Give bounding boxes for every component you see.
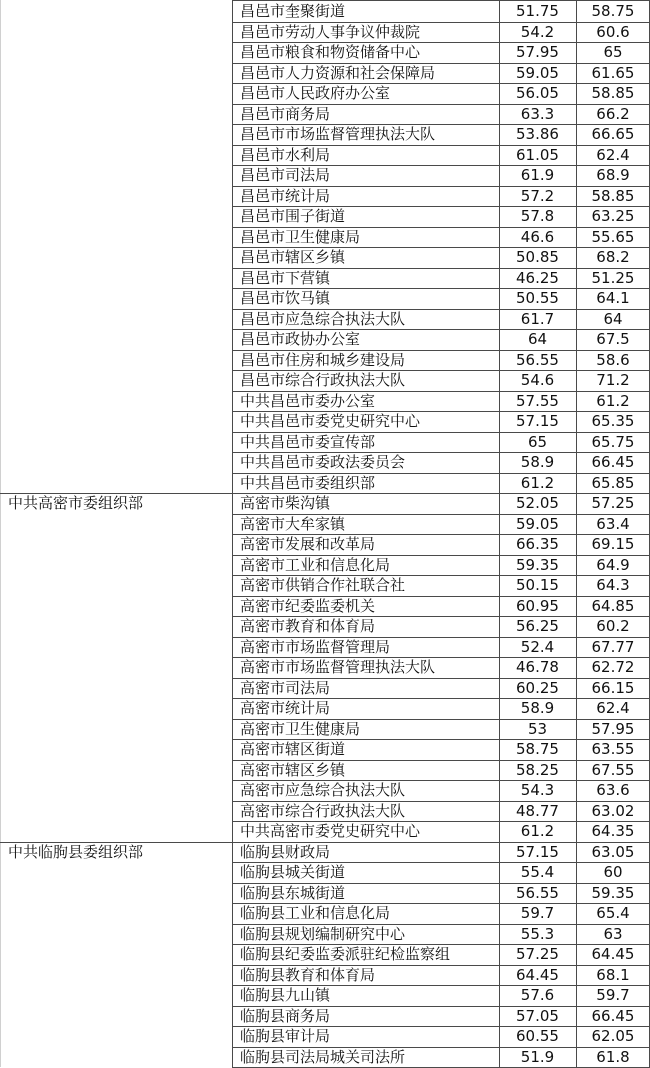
org-cell <box>0 1006 232 1027</box>
score2-cell: 66.2 <box>596 104 630 123</box>
table-row[interactable] <box>0 678 650 699</box>
table-row[interactable] <box>0 842 650 863</box>
unit-name-cell: 临朐县东城街道 <box>240 883 346 902</box>
unit-name-cell: 高密市供销合作社联合社 <box>240 576 406 594</box>
score1-cell: 57.25 <box>516 945 559 963</box>
unit-name-cell: 临朐县规划编制研究中心 <box>240 924 406 943</box>
table-row[interactable] <box>0 924 650 945</box>
org-cell <box>0 575 232 596</box>
table-row[interactable] <box>0 903 650 924</box>
score1-cell: 50.55 <box>516 289 559 307</box>
score2-cell: 64 <box>603 309 623 328</box>
org-cell <box>0 165 232 186</box>
unit-name-cell: 昌邑市统计局 <box>240 186 331 205</box>
score1-cell: 48.77 <box>516 801 559 820</box>
org-cell <box>0 924 232 945</box>
score1-cell: 54.6 <box>520 371 555 389</box>
unit-name-cell: 昌邑市市场监督管理执法大队 <box>240 125 436 143</box>
unit-name-cell: 中共昌邑市委党史研究中心 <box>240 412 421 430</box>
score2-cell: 58.6 <box>596 350 630 369</box>
score1-cell: 46.78 <box>516 658 559 676</box>
unit-name-cell: 临朐县九山镇 <box>240 986 331 1004</box>
org-cell <box>0 514 232 535</box>
table-row[interactable] <box>0 350 650 371</box>
score2-cell: 55.65 <box>591 227 635 246</box>
score1-cell: 61.9 <box>520 166 555 184</box>
table-row[interactable] <box>0 493 650 514</box>
score2-cell: 64.3 <box>596 576 630 594</box>
score2-cell: 62.4 <box>596 699 630 717</box>
unit-name-cell: 中共昌邑市委宣传部 <box>240 432 376 451</box>
table-row[interactable] <box>0 247 650 268</box>
table-row[interactable] <box>0 309 650 330</box>
score2-cell: 63.55 <box>591 740 635 758</box>
org-cell <box>0 780 232 801</box>
table-row[interactable] <box>0 760 650 781</box>
unit-name-cell: 昌邑市综合行政执法大队 <box>240 371 406 389</box>
org-cell <box>0 206 232 227</box>
score2-cell: 64.45 <box>591 945 635 963</box>
table-row[interactable] <box>0 534 650 555</box>
org-cell <box>0 391 232 412</box>
score2-cell: 61.2 <box>596 391 630 410</box>
score1-cell: 52.05 <box>516 494 559 512</box>
unit-name-cell: 高密市司法局 <box>240 678 331 697</box>
score1-cell: 57.15 <box>516 412 559 430</box>
score1-cell: 60.25 <box>516 678 559 697</box>
score2-cell: 60 <box>603 863 623 881</box>
score2-cell: 61.8 <box>596 1047 630 1066</box>
org-cell <box>0 944 232 965</box>
table-row[interactable] <box>0 698 650 719</box>
score2-cell: 60.2 <box>596 617 630 635</box>
score1-cell: 59.05 <box>516 514 559 533</box>
org-cell <box>0 739 232 760</box>
score1-cell: 66.35 <box>516 535 559 553</box>
org-cell: 中共临朐县委组织部 <box>8 842 144 861</box>
table-row[interactable] <box>0 596 650 617</box>
score1-cell: 64 <box>527 330 548 348</box>
unit-name-cell: 昌邑市围子街道 <box>240 207 346 225</box>
unit-name-cell: 昌邑市商务局 <box>240 104 331 123</box>
score2-cell: 51.25 <box>591 268 635 287</box>
org-cell <box>0 473 232 494</box>
org-cell <box>0 862 232 883</box>
score2-cell: 59.35 <box>591 883 635 902</box>
table-row[interactable] <box>0 145 650 166</box>
org-cell <box>0 124 232 145</box>
org-cell <box>0 903 232 924</box>
table-row[interactable] <box>0 206 650 227</box>
unit-name-cell: 昌邑市粮食和物资储备中心 <box>240 43 421 61</box>
score1-cell: 57.15 <box>516 842 559 861</box>
unit-name-cell: 高密市综合行政执法大队 <box>240 801 406 820</box>
org-cell <box>0 309 232 330</box>
unit-name-cell: 中共昌邑市委政法委员会 <box>240 453 406 471</box>
table-row[interactable] <box>0 985 650 1006</box>
org-cell <box>0 616 232 637</box>
score1-cell: 54.2 <box>520 22 555 41</box>
table-row[interactable] <box>0 1047 650 1068</box>
table-row[interactable] <box>0 268 650 289</box>
unit-name-cell: 高密市市场监督管理执法大队 <box>240 658 436 676</box>
score2-cell: 68.9 <box>596 166 630 184</box>
score1-cell: 46.6 <box>520 227 555 246</box>
table-row[interactable] <box>0 391 650 412</box>
score2-cell: 63 <box>603 924 623 943</box>
unit-name-cell: 昌邑市饮马镇 <box>240 289 331 307</box>
score2-cell: 63.02 <box>591 801 635 820</box>
unit-name-cell: 临朐县商务局 <box>240 1006 331 1025</box>
score1-cell: 63.3 <box>520 104 555 123</box>
unit-name-cell: 昌邑市司法局 <box>240 166 331 184</box>
score2-cell: 65.35 <box>591 412 635 430</box>
unit-name-cell: 中共高密市委党史研究中心 <box>240 822 421 840</box>
score2-cell: 63.4 <box>596 514 630 533</box>
unit-name-cell: 临朐县审计局 <box>240 1027 331 1045</box>
unit-name-cell: 高密市工业和信息化局 <box>240 555 391 574</box>
org-cell <box>0 719 232 740</box>
score1-cell: 57.2 <box>520 186 555 205</box>
org-cell <box>0 657 232 678</box>
org-cell <box>0 452 232 473</box>
unit-name-cell: 昌邑市人力资源和社会保障局 <box>240 63 436 82</box>
org-cell <box>0 1 232 22</box>
org-cell <box>0 801 232 822</box>
score2-cell: 57.25 <box>591 494 635 512</box>
org-cell <box>0 42 232 63</box>
score2-cell: 64.35 <box>591 822 635 840</box>
score1-cell: 58.25 <box>516 760 559 779</box>
score1-cell: 50.15 <box>516 576 559 594</box>
unit-name-cell: 高密市教育和体育局 <box>240 617 376 635</box>
unit-name-cell: 昌邑市住房和城乡建设局 <box>240 350 406 369</box>
table-row[interactable] <box>0 165 650 186</box>
score2-cell: 63.25 <box>591 207 635 225</box>
org-cell <box>0 83 232 104</box>
score2-cell: 66.45 <box>591 453 635 471</box>
org-cell <box>0 22 232 43</box>
table-row[interactable] <box>0 801 650 822</box>
table-row[interactable] <box>0 883 650 904</box>
score2-cell: 65 <box>603 43 623 61</box>
table-row[interactable] <box>0 473 650 494</box>
unit-name-cell: 昌邑市政协办公室 <box>240 330 361 348</box>
table-row[interactable] <box>0 288 650 309</box>
score2-cell: 58.75 <box>591 2 635 20</box>
table-row[interactable] <box>0 411 650 432</box>
score1-cell: 61.2 <box>520 473 555 492</box>
org-cell <box>0 227 232 248</box>
score1-cell: 58.9 <box>520 453 555 471</box>
table-row[interactable] <box>0 22 650 43</box>
unit-name-cell: 昌邑市人民政府办公室 <box>240 84 391 102</box>
score2-cell: 63.6 <box>596 781 630 799</box>
table-row[interactable] <box>0 739 650 760</box>
unit-name-cell: 高密市柴沟镇 <box>240 494 331 512</box>
score1-cell: 60.55 <box>516 1027 559 1045</box>
table-row[interactable] <box>0 719 650 740</box>
score1-cell: 61.7 <box>520 309 555 328</box>
score1-cell: 56.05 <box>516 84 559 102</box>
score1-cell: 57.8 <box>520 207 555 225</box>
table-row[interactable] <box>0 186 650 207</box>
score2-cell: 62.72 <box>591 658 635 676</box>
table-row[interactable] <box>0 821 650 842</box>
unit-name-cell: 昌邑市卫生健康局 <box>240 227 361 246</box>
score2-cell: 64.1 <box>596 289 630 307</box>
org-cell <box>0 821 232 842</box>
score2-cell: 67.55 <box>591 760 635 779</box>
score1-cell: 64.45 <box>516 965 559 984</box>
org-cell <box>0 186 232 207</box>
unit-name-cell: 高密市市场监督管理局 <box>240 637 391 656</box>
unit-name-cell: 临朐县工业和信息化局 <box>240 904 391 922</box>
table-row[interactable] <box>0 63 650 84</box>
table-row[interactable] <box>0 1 650 22</box>
score1-cell: 54.3 <box>520 781 555 799</box>
table-row[interactable] <box>0 965 650 986</box>
score1-cell: 56.25 <box>516 617 559 635</box>
score1-cell: 58.9 <box>520 699 555 717</box>
score2-cell: 62.4 <box>596 145 630 164</box>
unit-name-cell: 高密市纪委监委机关 <box>240 596 376 615</box>
score2-cell: 64.85 <box>591 596 635 615</box>
score2-cell: 66.15 <box>591 678 635 697</box>
org-cell <box>0 247 232 268</box>
unit-name-cell: 高密市发展和改革局 <box>240 535 376 553</box>
org-cell <box>0 985 232 1006</box>
org-cell <box>0 411 232 432</box>
score1-cell: 57.05 <box>516 1006 559 1025</box>
table-row[interactable] <box>0 657 650 678</box>
unit-name-cell: 高密市统计局 <box>240 699 331 717</box>
unit-name-cell: 高密市卫生健康局 <box>240 719 361 738</box>
score1-cell: 55.4 <box>520 863 555 881</box>
org-cell <box>0 698 232 719</box>
score2-cell: 65.75 <box>591 432 635 451</box>
unit-name-cell: 昌邑市下营镇 <box>240 268 331 287</box>
table-row[interactable] <box>0 616 650 637</box>
score1-cell: 51.9 <box>520 1047 555 1066</box>
table-row[interactable] <box>0 124 650 145</box>
score1-cell: 53 <box>527 719 548 738</box>
score2-cell: 60.6 <box>596 22 630 41</box>
score2-cell: 62.05 <box>591 1027 635 1045</box>
unit-name-cell: 临朐县纪委监委派驻纪检监察组 <box>240 945 451 963</box>
score2-cell: 58.85 <box>591 84 635 102</box>
score1-cell: 59.7 <box>520 904 555 922</box>
org-cell <box>0 268 232 289</box>
score2-cell: 67.5 <box>596 330 630 348</box>
table-row[interactable] <box>0 42 650 63</box>
table-row[interactable] <box>0 104 650 125</box>
unit-name-cell: 昌邑市奎聚街道 <box>240 2 346 20</box>
score2-cell: 65.4 <box>596 904 630 922</box>
score1-cell: 46.25 <box>516 268 559 287</box>
org-cell <box>0 329 232 350</box>
unit-name-cell: 中共昌邑市委办公室 <box>240 391 376 410</box>
score2-cell: 66.45 <box>591 1006 635 1025</box>
score2-cell: 68.1 <box>596 965 630 984</box>
score1-cell: 61.2 <box>520 822 555 840</box>
table-row[interactable] <box>0 862 650 883</box>
unit-name-cell: 高密市应急综合执法大队 <box>240 781 406 799</box>
unit-name-cell: 高密市大牟家镇 <box>240 514 346 533</box>
score1-cell: 56.55 <box>516 883 559 902</box>
org-cell <box>0 370 232 391</box>
unit-name-cell: 高密市辖区街道 <box>240 740 346 758</box>
table-row[interactable] <box>0 575 650 596</box>
score1-cell: 53.86 <box>516 125 559 143</box>
org-cell <box>0 145 232 166</box>
score1-cell: 57.6 <box>520 986 555 1004</box>
table-row[interactable] <box>0 370 650 391</box>
org-cell: 中共高密市委组织部 <box>8 494 144 512</box>
org-cell <box>0 760 232 781</box>
table-row[interactable] <box>0 1026 650 1047</box>
unit-name-cell: 昌邑市辖区乡镇 <box>240 248 346 266</box>
score1-cell: 57.95 <box>516 43 559 61</box>
table-row[interactable] <box>0 432 650 453</box>
org-cell <box>0 1047 232 1068</box>
table-row[interactable] <box>0 452 650 473</box>
unit-name-cell: 临朐县城关街道 <box>240 863 346 881</box>
score1-cell: 50.85 <box>516 248 559 266</box>
score2-cell: 71.2 <box>596 371 630 389</box>
table-row[interactable] <box>0 514 650 535</box>
org-cell <box>0 883 232 904</box>
score2-cell: 65.85 <box>591 473 635 492</box>
org-cell <box>0 534 232 555</box>
org-cell <box>0 965 232 986</box>
score1-cell: 57.55 <box>516 391 559 410</box>
score2-cell: 66.65 <box>591 125 635 143</box>
unit-name-cell: 昌邑市应急综合执法大队 <box>240 309 406 328</box>
score2-cell: 69.15 <box>591 535 635 553</box>
score2-cell: 58.85 <box>591 186 635 205</box>
score2-cell: 57.95 <box>591 719 635 738</box>
score2-cell: 63.05 <box>591 842 635 861</box>
score1-cell: 59.05 <box>516 63 559 82</box>
score2-cell: 64.9 <box>596 555 630 574</box>
score2-cell: 68.2 <box>596 248 630 266</box>
unit-name-cell: 临朐县财政局 <box>240 842 331 861</box>
org-cell <box>0 637 232 658</box>
score1-cell: 61.05 <box>516 145 559 164</box>
score2-cell: 61.65 <box>591 63 635 82</box>
table-row[interactable] <box>0 227 650 248</box>
score1-cell: 60.95 <box>516 596 559 615</box>
score1-cell: 59.35 <box>516 555 559 574</box>
score2-cell: 59.7 <box>596 986 630 1004</box>
score1-cell: 56.55 <box>516 350 559 369</box>
table-row[interactable] <box>0 944 650 965</box>
unit-name-cell: 昌邑市劳动人事争议仲裁院 <box>240 22 421 41</box>
score1-cell: 51.75 <box>516 2 559 20</box>
org-cell <box>0 63 232 84</box>
org-cell <box>0 596 232 617</box>
org-cell <box>0 555 232 576</box>
score1-cell: 52.4 <box>520 637 555 656</box>
table-row[interactable] <box>0 329 650 350</box>
unit-name-cell: 高密市辖区乡镇 <box>240 760 346 779</box>
table-row[interactable] <box>0 1006 650 1027</box>
org-cell <box>0 432 232 453</box>
unit-name-cell: 昌邑市水利局 <box>240 145 331 164</box>
score1-cell: 65 <box>527 432 548 451</box>
org-cell <box>0 288 232 309</box>
unit-name-cell: 临朐县司法局城关司法所 <box>240 1047 406 1066</box>
org-cell <box>0 678 232 699</box>
score1-cell: 55.3 <box>520 924 555 943</box>
org-cell <box>0 1026 232 1047</box>
table-row[interactable] <box>0 637 650 658</box>
score2-cell: 67.77 <box>591 637 635 656</box>
unit-name-cell: 临朐县教育和体育局 <box>240 965 376 984</box>
table-row[interactable] <box>0 555 650 576</box>
org-cell <box>0 104 232 125</box>
table-row[interactable] <box>0 780 650 801</box>
table-row[interactable] <box>0 83 650 104</box>
unit-name-cell: 中共昌邑市委组织部 <box>240 473 376 492</box>
org-cell <box>0 350 232 371</box>
score1-cell: 58.75 <box>516 740 559 758</box>
